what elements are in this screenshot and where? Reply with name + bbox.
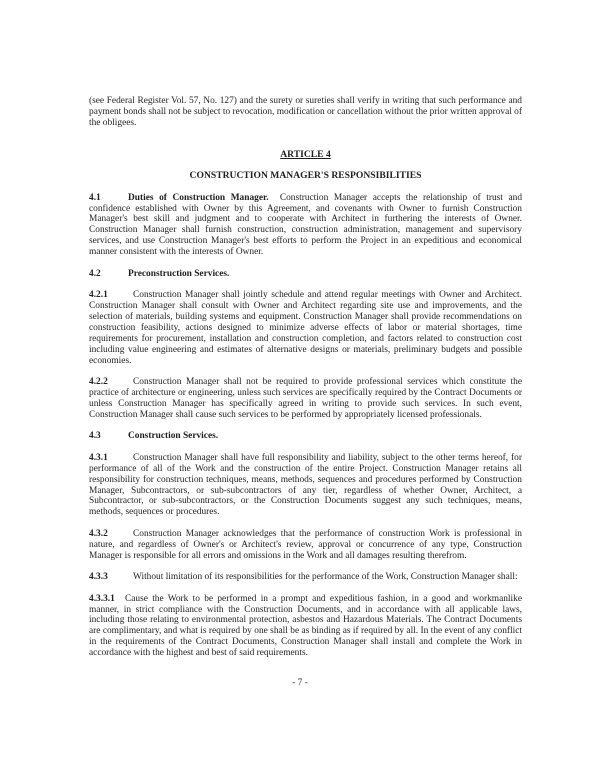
page-number: - 7 - xyxy=(292,678,308,688)
section-4-2 xyxy=(89,269,522,280)
section-number: 4.3.3.1 xyxy=(89,593,115,604)
section-number: 4.3.3 xyxy=(89,572,108,583)
section-text: Construction Manager shall have full responsibility and liability, subject to the other terms hereof, for performance of all of the Work and the construction of the entire Project. Construction Manager retains all responsibility for construction techniques, means, methods, sequences and procedures performed by Construction Manager, Subcontractors, or sub-subcontractors of any tier, regardless of whether Owner, Architect, a Subcontractor, or sub-subcontractors, or the Construction Documents suggest any such techniques, means, methods, sequences or procedures. xyxy=(89,452,522,518)
section-4-3-3-1 xyxy=(89,594,522,659)
section-4-3-3 xyxy=(89,572,522,583)
section-text: Without limitation of its responsibilities for the performance of the Work, Construction Manager shall: xyxy=(133,572,518,583)
section-number: 4.3.1 xyxy=(89,452,108,463)
section-4-1 xyxy=(89,193,522,258)
section-number: 4.3.2 xyxy=(89,528,108,539)
section-text: Construction Manager shall jointly schedule and attend regular meetings with Owner and Architect. Construction Manager shall consult with Owner and Architect regarding site use and improvements, and the selection of materials, building systems and equipment. Construction Manager shall provide recommendations on construction feasibility, actions designed to minimize adverse effects of labor or material shortages, time requirements for procurement, installation and construction completion, and factors related to construction cost including value engineering and estimates of alternative designs or materials, preliminary budgets and possible economies. xyxy=(89,290,522,366)
section-number: 4.3 xyxy=(89,431,101,442)
section-text: Construction Manager acknowledges that the performance of construction Work is professional in nature, and regardless of Owner's or Architect's review, approval or concurrence of any type, Construction Manager is responsible for all errors and omissions in the Work and all damages resulting therefrom. xyxy=(89,528,522,561)
section-number: 4.1 xyxy=(89,192,101,203)
section-4-2-2 xyxy=(89,377,522,421)
section-heading: Duties of Construction Manager. xyxy=(128,192,269,203)
section-4-3 xyxy=(89,431,522,442)
article-label: ARTICLE 4 xyxy=(280,148,331,160)
section-text: Cause the Work to be performed in a prompt and expeditious fashion, in a good and workmanlike manner, in strict compliance with the Construction Documents, and in accordance with all applicable laws, including those relating to environmental protection, asbestos and Hazardous Materials. The Contract Documents are complimentary, and what is required by one shall be as binding as if required by all. In the event of any conflict in the requirements of the Contract Documents, Construction Manager shall install and complete the Work in accordance with the highest and best of said requirements. xyxy=(89,593,522,659)
section-4-3-1 xyxy=(89,453,522,518)
section-4-2-1 xyxy=(89,290,522,366)
section-4-3-2 xyxy=(89,529,522,562)
section-heading: Construction Services. xyxy=(128,431,219,442)
section-number: 4.2 xyxy=(89,268,101,279)
continuation-paragraph: (see Federal Register Vol. 57, No. 127) and the surety or sureties shall verify in writing that such performance and payment bonds shall not be subject to revocation, modification or cancellation without the prior written approval of the obligees. xyxy=(89,96,522,128)
section-text: Construction Manager shall not be required to provide professional services which constitute the practice of architecture or engineering, unless such services are specifically required by the Contract Documents or unless Construction Manager has specifically agreed in writing to provide such services. In such event, Construction Manager shall cause such services to be performed by appropriately licensed professionals. xyxy=(89,377,522,420)
section-number: 4.2.2 xyxy=(89,377,108,388)
article-title: CONSTRUCTION MANAGER'S RESPONSIBILITIES xyxy=(189,170,422,182)
section-heading: Preconstruction Services. xyxy=(128,268,230,279)
section-text: Construction Manager accepts the relationship of trust and confidence established with Owner by this Agreement, and covenants with Owner to furnish Construction Manager's best skill and judgment and to cooperate with Architect in furthering the interests of Owner. Construction Manager shall furnish construction, construction administration, management and supervisory services, and use Construction Manager's best efforts to perform the Project in an expeditious and economical manner consistent with the interests of Owner. xyxy=(89,192,523,258)
document-page xyxy=(89,96,522,670)
section-number: 4.2.1 xyxy=(89,290,108,301)
